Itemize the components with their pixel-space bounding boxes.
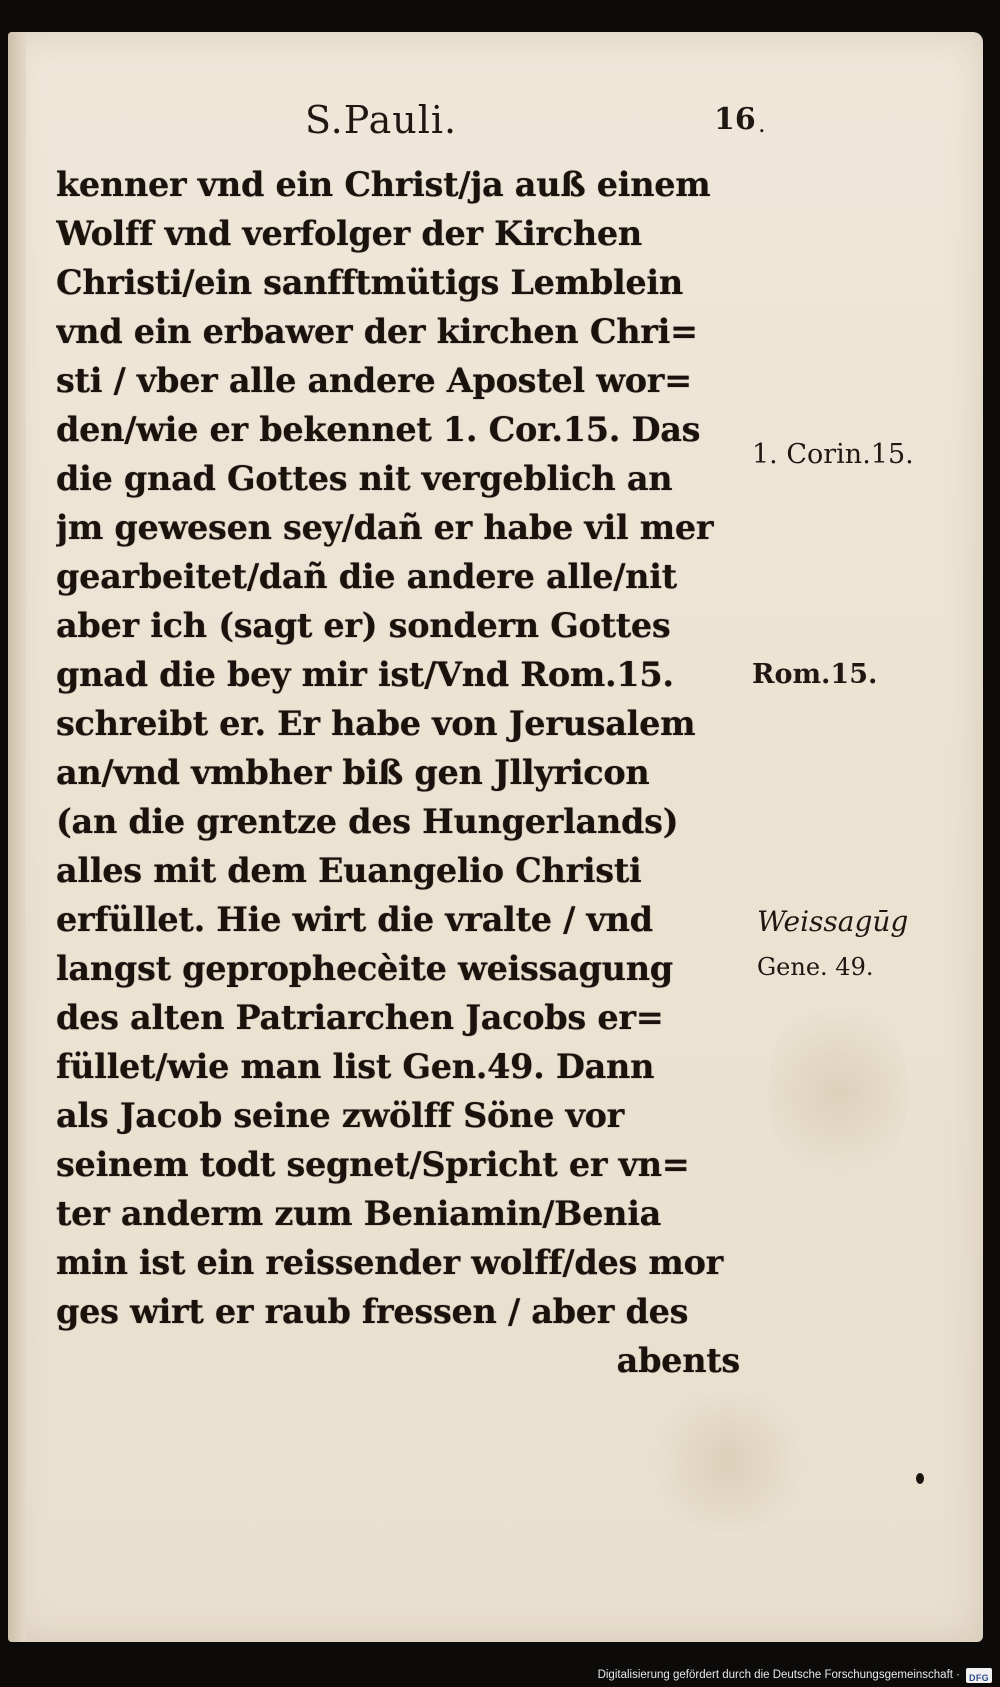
folio-mark: . (758, 110, 766, 138)
marginal-note-prophecy: Weissagūg (757, 905, 909, 938)
text-line: jm gewesen sey/dañ er habe vil mer (56, 508, 714, 547)
text-line: an/vnd vmbher biß gen Jllyricon (56, 753, 650, 792)
text-line: (an die grentze des Hungerlands) (56, 802, 679, 841)
funding-credit: Digitalisierung gefördert durch die Deutsche Forschungsgemeinschaft · (597, 1669, 960, 1681)
text-line: schreibt er. Er habe von Jerusalem (56, 704, 696, 743)
text-line: kenner vnd ein Christ/ja auß einem (56, 165, 711, 204)
text-line: langst geprophecèite weissagung (56, 949, 673, 988)
text-line: die gnad Gottes nit vergeblich an (56, 459, 673, 498)
dfg-logo-icon (966, 1668, 992, 1683)
text-line: seinem todt segnet/Spricht er vn= (56, 1145, 690, 1184)
text-line: Wolff vnd verfolger der Kirchen (56, 214, 642, 253)
catchword: abents (616, 1341, 740, 1380)
text-line: ter anderm zum Beniamin/Benia (56, 1194, 662, 1233)
marginal-note-corinthians: 1. Corin.15. (752, 439, 914, 470)
text-line: gearbeitet/dañ die andere alle/nit (56, 557, 677, 596)
digitization-footer (0, 1666, 1000, 1687)
text-line: ges wirt er raub fressen / aber des (56, 1292, 689, 1331)
text-line: erfüllet. Hie wirt die vralte / vnd (56, 900, 653, 939)
marginal-note-romans: Rom.15. (752, 659, 878, 690)
text-line: min ist ein reissender wolff/des mor (56, 1243, 723, 1282)
running-head: S.Pauli. (305, 98, 458, 142)
text-line: als Jacob seine zwölff Söne vor (56, 1096, 625, 1135)
text-line: füllet/wie man list Gen.49. Dann (56, 1047, 655, 1086)
text-line: sti / vber alle andere Apostel wor= (56, 361, 692, 400)
ink-speck (916, 1473, 924, 1484)
text-line: alles mit dem Euangelio Christi (56, 851, 642, 890)
folio-number: 16 (714, 102, 756, 137)
text-line: den/wie er bekennet 1. Cor.15. Das (56, 410, 701, 449)
text-line: des alten Patriarchen Jacobs er= (56, 998, 664, 1037)
dfg-logo-text: DFG (969, 1673, 989, 1683)
text-line: aber ich (sagt er) sondern Gottes (56, 606, 671, 645)
text-line: Christi/ein sanfftmütigs Lemblein (56, 263, 683, 302)
text-line: gnad die bey mir ist/Vnd Rom.15. (56, 655, 674, 694)
text-line: vnd ein erbawer der kirchen Chri= (56, 312, 698, 351)
marginal-note-genesis: Gene. 49. (757, 953, 874, 981)
